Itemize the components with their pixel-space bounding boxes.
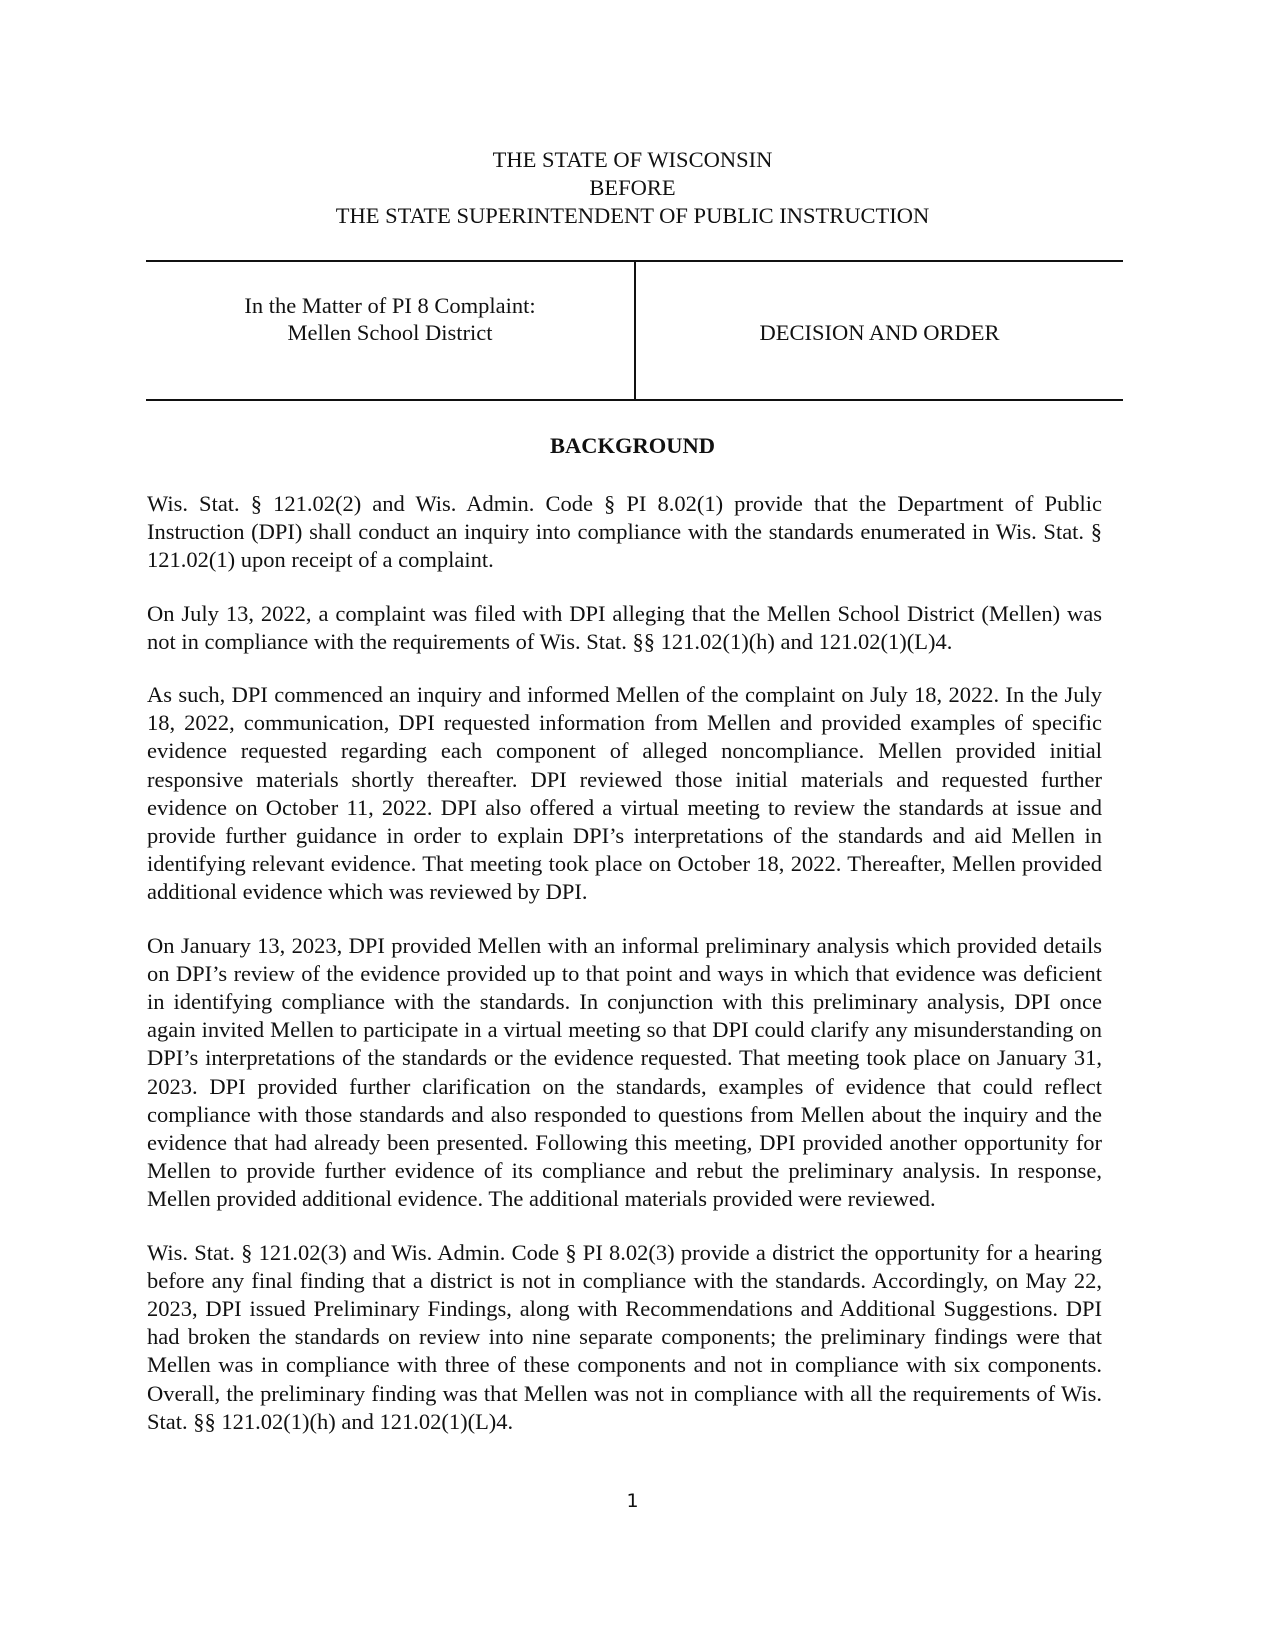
case-caption-box bbox=[146, 260, 1123, 401]
header-before-line: BEFORE bbox=[589, 175, 676, 200]
section-heading-background: BACKGROUND bbox=[549, 433, 715, 458]
paragraph: On July 13, 2022, a complaint was filed with DPI alleging that the Mellen School District (Mellen) was not in compliance with the requirements of Wis. Stat. §§ 121.02(1)(h) and 121.02(1)(L)4. bbox=[147, 600, 1102, 654]
case-matter bbox=[146, 292, 634, 346]
header-state-line: THE STATE OF WISCONSIN bbox=[492, 147, 773, 172]
paragraph: On January 13, 2023, DPI provided Mellen with an informal preliminary analysis which provided details on DPI’s review of the evidence provided up to that point and ways in which that evidence was deficient in identifying compliance with the standards. In conjunction with this preliminary analysis, DPI once again invited Mellen to participate in a virtual meeting so that DPI could clarify any misunderstanding on DPI’s interpretations of the standards or the evidence requested. That meeting took place on January 31, 2023. DPI provided further clarification on the standards, examples of evidence that could reflect compliance with those standards and also responded to questions from Mellen about the inquiry and the evidence that had already been presented. Following this meeting, DPI provided another opportunity for Mellen to provide further evidence of its compliance and rebut the preliminary analysis. In response, Mellen provided additional evidence. The additional materials provided were reviewed. bbox=[147, 932, 1102, 1212]
paragraph: Wis. Stat. § 121.02(3) and Wis. Admin. Code § PI 8.02(3) provide a district the opportunity for a hearing before any final finding that a district is not in compliance with the standards. Accordingly, on May 22, 2023, DPI issued Preliminary Findings, along with Recommendations and Additional Suggestions. DPI had broken the standards on review into nine separate components; the preliminary findings were that Mellen was in compliance with three of these components and not in compliance with six components. Overall, the preliminary finding was that Mellen was not in compliance with all the requirements of Wis. Stat. §§ 121.02(1)(h) and 121.02(1)(L)4. bbox=[147, 1239, 1102, 1434]
page-number: 1 bbox=[626, 1490, 639, 1512]
document-header bbox=[0, 146, 1265, 230]
case-matter-line2: Mellen School District bbox=[287, 320, 493, 345]
case-matter-line1: In the Matter of PI 8 Complaint: bbox=[244, 293, 536, 318]
paragraph: As such, DPI commenced an inquiry and informed Mellen of the complaint on July 18, 2022. In the July 18, 2022, communication, DPI requested information from Mellen and provided examples of specific evidence requested regarding each component of alleged noncompliance. Mellen provided initial responsive materials shortly thereafter. DPI reviewed those initial materials and requested further evidence on October 11, 2022. DPI also offered a virtual meeting to review the standards at issue and provide further guidance in order to explain DPI’s interpretations of the standards and aid Mellen in identifying relevant evidence. That meeting took place on October 18, 2022. Thereafter, Mellen provided additional evidence which was reviewed by DPI. bbox=[147, 682, 1102, 905]
header-authority-line: THE STATE SUPERINTENDENT OF PUBLIC INSTRUCTION bbox=[335, 203, 930, 228]
document-type: DECISION AND ORDER bbox=[759, 320, 1000, 345]
document-body bbox=[147, 490, 1102, 1461]
paragraph: Wis. Stat. § 121.02(2) and Wis. Admin. Code § PI 8.02(1) provide that the Department of Public Instruction (DPI) shall conduct an inquiry into compliance with the standards enumerated in Wis. Stat. § 121.02(1) upon receipt of a complaint. bbox=[147, 491, 1102, 573]
